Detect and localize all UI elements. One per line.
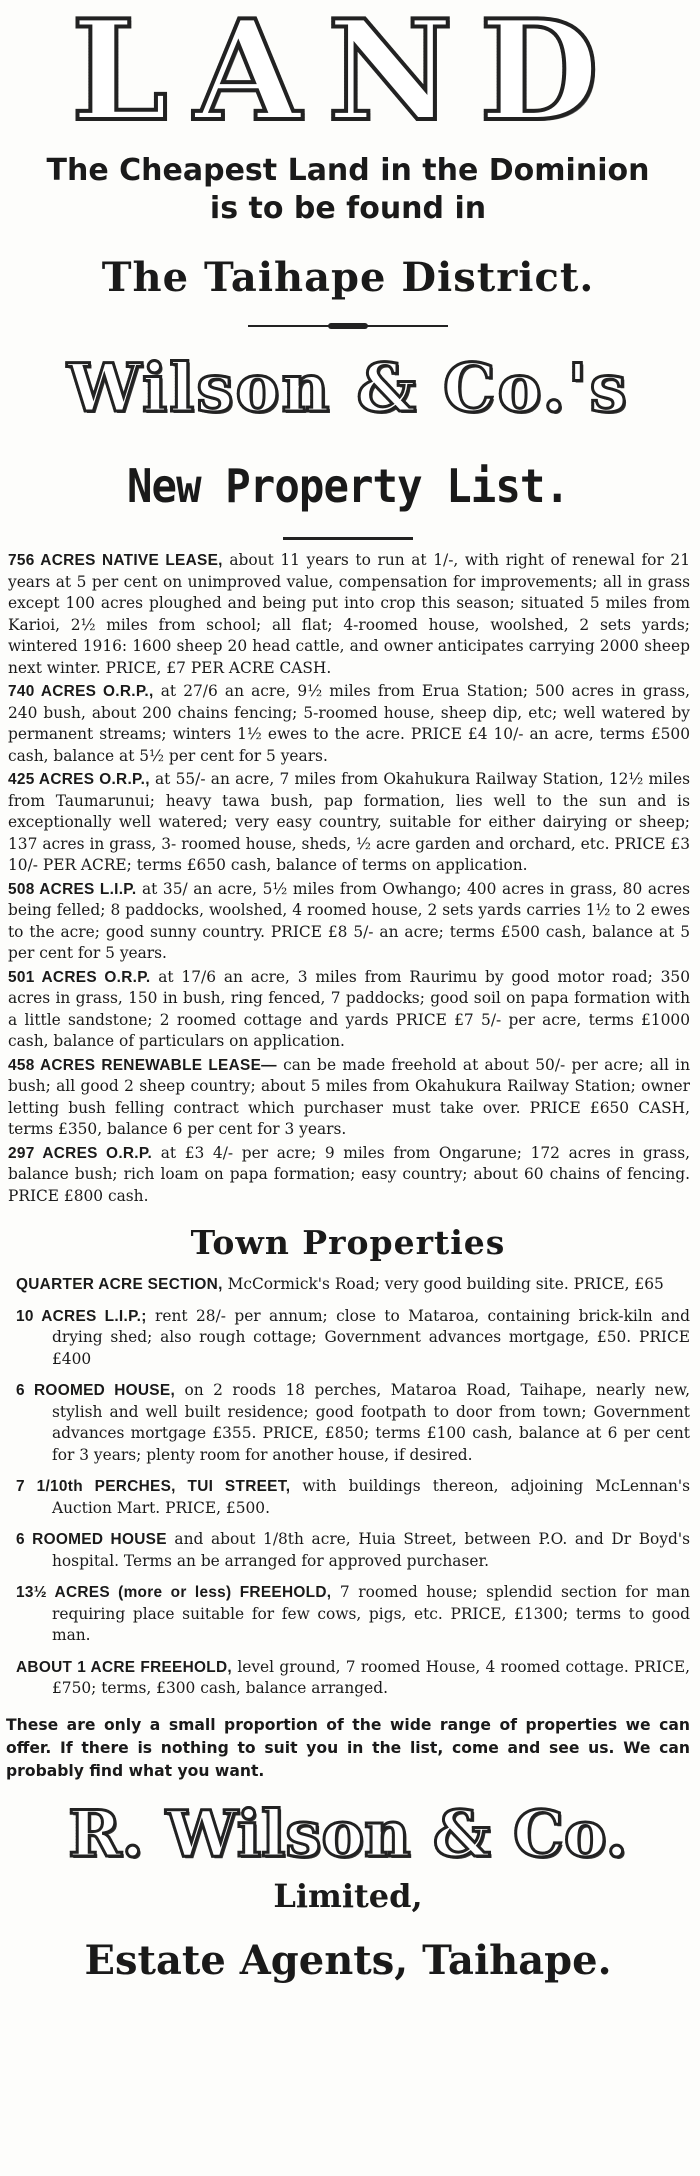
- town-item: [6, 1380, 690, 1466]
- town-item: [6, 1306, 690, 1371]
- town-text: with buildings thereon, adjoining McLennan's Auction Mart. PRICE, £500.: [52, 1477, 690, 1517]
- town-listings: [6, 1274, 690, 1700]
- closing-paragraph: These are only a small proportion of the wide range of properties we can offer. If there is nothing to suit you in the list, come and see us. We can probably find what you want.: [6, 1715, 690, 1780]
- listing-text: at 27/6 an acre, 9½ miles from Erua Station; 500 acres in grass, 240 bush, about 200 chains fencing; 5-roomed house, sheep dip, etc; well watered by permanent streams; winters 1½ ewes to the acre. PRICE £4 10/- an acre, terms £500 cash, balance at 5½ per cent for 5 years.: [8, 682, 691, 765]
- town-item: [6, 1529, 690, 1572]
- listing-lead: 740 ACRES O.R.P.,: [8, 683, 154, 700]
- tagline-line-1: The Cheapest Land in the Dominion: [46, 153, 650, 188]
- listing-item: [6, 1143, 690, 1208]
- town-item: [6, 1657, 690, 1700]
- listing-lead: 425 ACRES O.R.P.,: [8, 771, 150, 788]
- listing-lead: 297 ACRES O.R.P.: [8, 1144, 153, 1162]
- town-item: [6, 1274, 690, 1296]
- headline-land: LAND: [6, 0, 690, 136]
- listing-text: at 55/- an acre, 7 miles from Okahukura Railway Station, 12½ miles from Taumarunui; heavy tawa bush, pap formation, lies well to the sun and is exceptionally well watered; very easy country, suitable for either dairying or sheep; 137 acres in grass, 3- roomed house, sheds, ½ acre garden and orchard, etc. PRICE £3 10/- PER ACRE; terms £650 cash, balance of terms on application.: [8, 770, 690, 874]
- listing-lead: 508 ACRES L.I.P.: [8, 880, 137, 898]
- listing-item: [6, 967, 690, 1053]
- town-properties-heading: Town Properties: [190, 1223, 506, 1262]
- section-divider: [283, 537, 413, 540]
- listing-text: at 17/6 an acre, 3 miles from Raurimu by good motor road; 350 acres in grass, 150 in bush, ring fenced, 7 paddocks; good soil on papa formation with a little sandstone; 2 roomed cottage and yards PRICE £7 5/- per acre, terms £1000 cash, balance of particulars on application.: [8, 967, 690, 1050]
- property-list-title: New Property List.: [126, 459, 570, 513]
- tagline-line-2: is to be found in: [209, 191, 487, 226]
- town-text: rent 28/- per annum; close to Mataroa, containing brick-kiln and drying shed; also rough cottage; Government advances mortgage, £50. PRICE £400: [52, 1306, 690, 1368]
- footer-estate-agents: Estate Agents, Taihape.: [84, 1936, 612, 1984]
- town-lead: 10 ACRES L.I.P.;: [16, 1307, 147, 1325]
- listing-item: [6, 769, 690, 877]
- listing-lead: 756 ACRES NATIVE LEASE,: [8, 552, 223, 569]
- town-lead: ABOUT 1 ACRE FREEHOLD,: [16, 1658, 232, 1676]
- firm-name-heading: Wilson & Co.'s: [6, 355, 690, 421]
- listing-lead: 458 ACRES RENEWABLE LEASE—: [8, 1056, 277, 1074]
- town-item: [6, 1476, 690, 1519]
- town-text: and about 1/8th acre, Huia Street, between P.O. and Dr Boyd's hospital. Terms an be arranged for approved purchaser.: [52, 1530, 691, 1570]
- ornamental-divider: [248, 323, 448, 329]
- rural-listings: [6, 550, 690, 1207]
- listing-lead: 501 ACRES O.R.P.: [8, 968, 151, 986]
- district-heading: The Taihape District.: [101, 254, 595, 301]
- town-item: [6, 1582, 690, 1647]
- town-text: level ground, 7 roomed House, 4 roomed cottage. PRICE, £750; terms, £300 cash, balance arranged.: [52, 1657, 690, 1697]
- listing-text: at £3 4/- per acre; 9 miles from Ongarune; 172 acres in grass, balance bush; rich loam on papa formation; easy country; about 60 chains of fencing. PRICE £800 cash.: [8, 1143, 690, 1205]
- town-text: McCormick's Road; very good building site. PRICE, £65: [222, 1275, 664, 1293]
- town-lead: 7 1/10th PERCHES, TUI STREET,: [16, 1478, 291, 1495]
- tagline: [6, 152, 690, 228]
- listing-item: [6, 550, 690, 679]
- town-lead: 13½ ACRES (more or less) FREEHOLD,: [16, 1584, 332, 1601]
- town-text: 7 roomed house; splendid section for man requiring place suitable for few cows, pigs, etc. PRICE, £1300; terms to good man.: [52, 1583, 690, 1644]
- footer-limited: Limited,: [273, 1876, 423, 1915]
- listing-text: about 11 years to run at 1/-, with right of renewal for 21 years at 5 per cent on unimproved value, compensation for improvements; all in grass except 100 acres ploughed and being put into crop this season; situated 5 miles from Karioi, 2½ miles from school; all flat; 4-roomed house, woolshed, 2 sets yards; wintered 1916: 1600 sheep 20 head cattle, and owner anticipates carrying 2000 sheep next winter. PRICE, £7 PER ACRE CASH.: [8, 551, 690, 677]
- listing-text: can be made freehold at about 50/- per acre; all in bush; all good 2 sheep country; about 5 miles from Okahukura Railway Station; owner letting bush felling contract which purchaser must take over. PRICE £650 CASH, terms £350, balance 6 per cent for 3 years.: [8, 1055, 690, 1138]
- footer-firm-name: R. Wilson & Co.: [6, 1803, 690, 1867]
- town-text: on 2 roods 18 perches, Mataroa Road, Taihape, nearly new, stylish and well built residence; good footpath to door from town; Government advances mortgage £355. PRICE, £850; terms £100 cash, balance at 6 per cent for 3 years; plenty room for another house, if desired.: [52, 1381, 690, 1464]
- town-lead: 6 ROOMED HOUSE: [16, 1531, 167, 1548]
- town-lead: 6 ROOMED HOUSE,: [16, 1382, 176, 1399]
- town-lead: QUARTER ACRE SECTION,: [16, 1276, 223, 1293]
- listing-text: at 35/ an acre, 5½ miles from Owhango; 400 acres in grass, 80 acres being felled; 8 paddocks, woolshed, 4 roomed house, 2 sets yards carries 1½ to 2 ewes to the acre; good sunny country. PRICE £8 5/- an acre; terms £500 cash, balance at 5 per cent for 5 years.: [8, 879, 690, 962]
- listing-item: [6, 1055, 690, 1141]
- listing-item: [6, 681, 690, 767]
- listing-item: [6, 879, 690, 965]
